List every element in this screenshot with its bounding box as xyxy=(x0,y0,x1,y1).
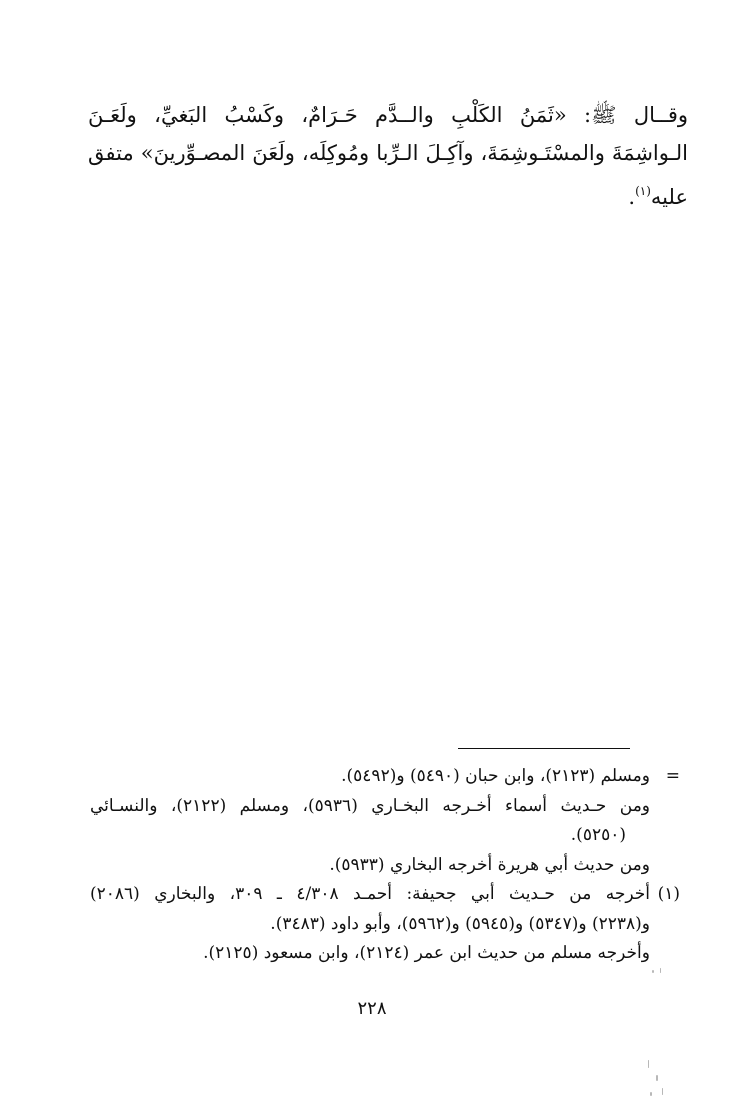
scan-speck xyxy=(652,970,654,973)
scan-speck xyxy=(650,1092,652,1096)
footnote-continued-line-3: (٥٢٥٠). xyxy=(570,825,626,845)
main-text-line-1: وقــال ﷺ: «ثَمَنُ الكَلْبِ والــدَّم حَـرَامٌ، وكَسْبُ البَغيِّ، ولَعَـنَ xyxy=(88,103,688,127)
main-text xyxy=(88,96,688,216)
continuation-mark: = xyxy=(665,766,680,786)
scan-speck xyxy=(660,968,661,973)
scan-speck xyxy=(662,1088,663,1095)
footnote-reference: (١) xyxy=(635,184,651,198)
footnote-separator xyxy=(458,748,630,749)
footnote-1-line-2: و(٢٢٣٨) و(٥٣٤٧) و(٥٩٤٥) و(٥٩٦٢)، وأبو داود (٣٤٨٣). xyxy=(270,913,650,934)
scan-speck xyxy=(656,1075,658,1081)
footnote-continued-line-1 xyxy=(90,762,680,792)
footnote-number: (١) xyxy=(657,884,680,904)
main-text-line-3 xyxy=(88,172,688,216)
footnote-text: ومسلم (٢١٢٣)، وابن حبان (٥٤٩٠) و(٥٤٩٢). xyxy=(341,766,650,786)
footnote-text: أخرجه من حـديث أبي جحيفة: أحمـد ٤/٣٠٨ ـ ٣٠٩، والبخاري (٢٠٨٦) xyxy=(90,884,650,904)
footnotes xyxy=(90,762,680,969)
page-number: ٢٢٨ xyxy=(357,998,387,1019)
sentence-end: . xyxy=(628,185,636,209)
footnote-continued-line-2: ومن حـديث أسماء أخـرجه البخـاري (٥٩٣٦)، ومسلم (٢١٢٢)، والنسـائي xyxy=(90,795,651,816)
main-text-line-2: الـواشِمَةَ والمسْتَـوشِمَةَ، وآكِـلَ الـرِّبا ومُوكِلَه، ولَعَنَ المصـوِّرينَ» متفق xyxy=(88,141,688,165)
footnote-1-line-3: وأخرجه مسلم من حديث ابن عمر (٢١٢٤)، وابن مسعود (٢١٢٥). xyxy=(203,943,650,963)
footnote-continued-line-4: ومن حديث أبي هريرة أخرجه البخاري (٥٩٣٣). xyxy=(329,854,650,875)
scan-speck xyxy=(648,1060,649,1068)
main-text-line-3-text: عليه xyxy=(650,185,688,209)
footnote-1-line-1 xyxy=(90,880,680,910)
